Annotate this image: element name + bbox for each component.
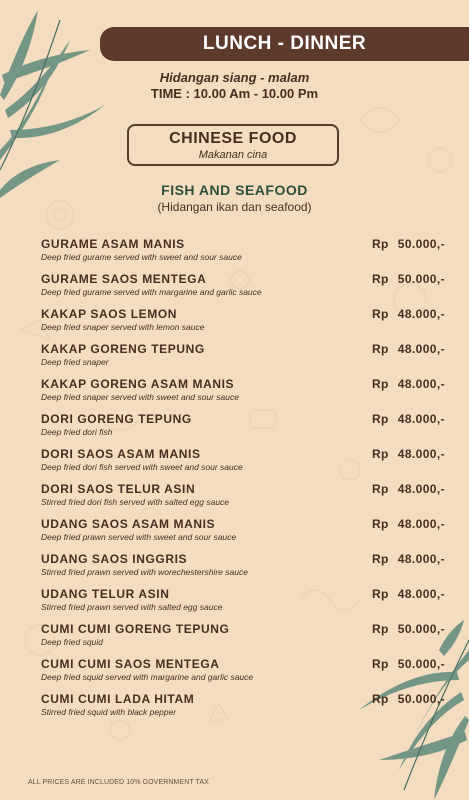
price-value: 48.000,- [397, 377, 445, 391]
menu-item-description: Deep fried gurame served with sweet and sour sauce [41, 252, 242, 262]
currency-label: Rp [371, 692, 389, 706]
currency-label: Rp [371, 622, 389, 636]
menu-item-price [372, 342, 445, 356]
currency-label: Rp [371, 272, 389, 286]
menu-item-name: KAKAP SAOS LEMON [41, 307, 178, 321]
menu-item-name: DORI SAOS ASAM MANIS [41, 447, 201, 461]
menu-item [41, 412, 445, 446]
currency-label: Rp [371, 587, 389, 601]
currency-label: Rp [371, 307, 389, 321]
tax-note: ALL PRICES ARE INCLUDED 10% GOVERNMENT TAX [28, 779, 209, 786]
hours-label: Hidangan siang - malam [159, 70, 310, 85]
menu-item-description: Deep fried squid served with margarine and garlic sauce [41, 672, 254, 682]
menu-item-price [372, 412, 445, 426]
currency-label: Rp [371, 342, 389, 356]
menu-item-name: UDANG SAOS INGGRIS [41, 552, 188, 566]
menu-item-price [372, 447, 445, 461]
menu-item-name: CUMI CUMI LADA HITAM [41, 692, 195, 706]
menu-item [41, 657, 445, 691]
menu-item-description: Stirred fried prawn served with salted egg sauce [41, 602, 223, 612]
menu-item [41, 482, 445, 516]
price-value: 48.000,- [397, 412, 445, 426]
menu-item-price [372, 377, 445, 391]
menu-item-price [372, 622, 445, 636]
price-value: 48.000,- [397, 517, 445, 531]
menu-item-name: UDANG SAOS ASAM MANIS [41, 517, 216, 531]
menu-item-description: Stirred fried squid with black pepper [41, 707, 177, 717]
menu-item-description: Deep fried prawn served with sweet and sour sauce [41, 532, 237, 542]
price-value: 48.000,- [397, 587, 445, 601]
price-value: 50.000,- [397, 237, 445, 251]
menu-item-description: Stirred fried prawn served with worechestershire sauce [41, 567, 248, 577]
currency-label: Rp [371, 237, 389, 251]
section-subtitle: (Hidangan ikan dan seafood) [157, 200, 312, 214]
menu-item-description: Deep fried gurame served with margarine and garlic sauce [41, 287, 262, 297]
menu-item-description: Deep fried snaper served with sweet and sour sauce [41, 392, 239, 402]
menu-item [41, 237, 445, 271]
price-value: 50.000,- [397, 657, 445, 671]
currency-label: Rp [371, 377, 389, 391]
price-value: 48.000,- [397, 482, 445, 496]
page-title: LUNCH - DINNER [202, 33, 367, 54]
menu-item-description: Deep fried dori fish served with sweet and sour sauce [41, 462, 243, 472]
menu-item-name: GURAME SAOS MENTEGA [41, 272, 207, 286]
price-value: 48.000,- [397, 342, 445, 356]
menu-item-description: Deep fried dori fish [41, 427, 113, 437]
currency-label: Rp [371, 447, 389, 461]
menu-item [41, 552, 445, 586]
menu-item-description: Deep fried snaper served with lemon sauce [41, 322, 205, 332]
menu-item-price [372, 482, 445, 496]
price-value: 48.000,- [397, 552, 445, 566]
menu-item-price [372, 552, 445, 566]
category-subtitle: Makanan cina [198, 149, 268, 161]
menu-item-price [372, 272, 445, 286]
menu-item-name: CUMI CUMI SAOS MENTEGA [41, 657, 220, 671]
menu-item-price [372, 237, 445, 251]
menu-item-name: GURAME ASAM MANIS [41, 237, 185, 251]
menu-item-price [372, 657, 445, 671]
menu-item-description: Deep fried snaper [41, 357, 109, 367]
price-value: 48.000,- [397, 447, 445, 461]
menu-item [41, 622, 445, 656]
currency-label: Rp [371, 552, 389, 566]
menu-item [41, 307, 445, 341]
price-value: 50.000,- [397, 692, 445, 706]
menu-item [41, 587, 445, 621]
menu-item-name: UDANG TELUR ASIN [41, 587, 170, 601]
menu-item-name: DORI SAOS TELUR ASIN [41, 482, 196, 496]
menu-item-price [372, 692, 445, 706]
menu-item [41, 692, 445, 726]
menu-item [41, 272, 445, 306]
menu-item-price [372, 307, 445, 321]
menu-item [41, 517, 445, 551]
menu-item [41, 342, 445, 376]
menu-item-name: DORI GORENG TEPUNG [41, 412, 192, 426]
menu-item [41, 377, 445, 411]
currency-label: Rp [371, 412, 389, 426]
section-title: FISH AND SEAFOOD [161, 182, 308, 198]
menu-item [41, 447, 445, 481]
menu-item-description: Deep fried squid [41, 637, 103, 647]
menu-item-price [372, 587, 445, 601]
menu-item-name: KAKAP GORENG TEPUNG [41, 342, 205, 356]
opening-time: TIME : 10.00 Am - 10.00 Pm [150, 86, 319, 101]
currency-label: Rp [371, 517, 389, 531]
menu-item-price [372, 517, 445, 531]
price-value: 50.000,- [397, 622, 445, 636]
menu-item-name: KAKAP GORENG ASAM MANIS [41, 377, 235, 391]
menu-item-description: Stirred fried dori fish served with salted egg sauce [41, 497, 230, 507]
menu-item-name: CUMI CUMI GORENG TEPUNG [41, 622, 230, 636]
price-value: 48.000,- [397, 307, 445, 321]
currency-label: Rp [371, 657, 389, 671]
currency-label: Rp [371, 482, 389, 496]
category-title: CHINESE FOOD [169, 130, 297, 147]
price-value: 50.000,- [397, 272, 445, 286]
